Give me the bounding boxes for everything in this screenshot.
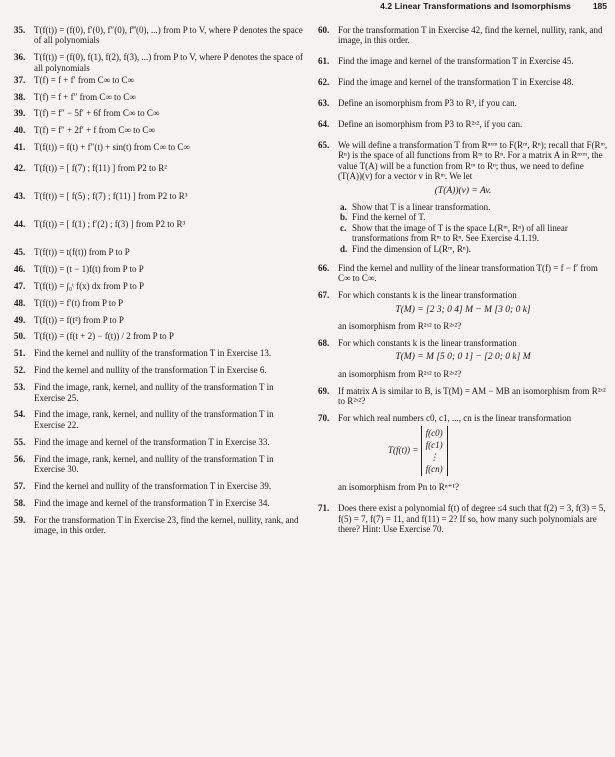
exercise-text: Find the kernel and nullity of the transformation T in Exercise 13. xyxy=(34,348,272,359)
exercise-number: 61. xyxy=(318,56,330,67)
exercise-number: 45. xyxy=(14,246,26,257)
exercise-44 xyxy=(14,219,304,229)
exercise-53 xyxy=(14,382,304,403)
exercise-text: For the transformation T in Exercise 42, find the kernel, nullity, rank, and image, in this order. xyxy=(338,25,603,46)
exercise-text: Define an isomorphism from P3 to R³, if you can. xyxy=(338,98,517,109)
exercise-62 xyxy=(318,77,608,87)
exercise-41 xyxy=(14,142,304,152)
exercise-part xyxy=(340,223,608,244)
exercise-45 xyxy=(14,247,304,257)
exercise-60 xyxy=(318,25,608,46)
part-text: Show that the image of T is the space L(Rᵐ, Rⁿ) of all linear transformations from Rᵐ to Rⁿ. See Exercise 4.1.19. xyxy=(352,222,568,244)
exercise-text: Find the image, rank, kernel, and nullity of the transformation T in Exercise 25. xyxy=(34,382,274,403)
exercise-number: 50. xyxy=(14,331,26,342)
exercise-text: T(f) = f + f″ from C∞ to C∞ xyxy=(34,91,136,102)
exercise-text: Find the image and kernel of the transformation T in Exercise 33. xyxy=(34,436,270,447)
exercise-number: 71. xyxy=(318,503,330,514)
exercise-38 xyxy=(14,92,304,102)
exercise-text: T(f(t)) = f′(t) from P to P xyxy=(34,297,124,308)
exercise-text: For the transformation T in Exercise 23, find the kernel, nullity, rank, and image, in this order. xyxy=(34,514,299,536)
section-title: 4.2 Linear Transformations and Isomorphisms xyxy=(380,1,571,11)
exercise-text: Find the image and kernel of the transformation T in Exercise 45. xyxy=(338,56,574,67)
exercise-65 xyxy=(318,140,608,182)
exercise-35 xyxy=(14,25,304,46)
exercise-text: T(f(t)) = t(f(t)) from P to P xyxy=(34,246,130,257)
exercise-37 xyxy=(14,75,304,85)
exercise-number: 59. xyxy=(14,514,26,525)
exercise-number: 57. xyxy=(14,480,26,491)
exercise-number: 68. xyxy=(318,338,330,349)
exercise-67 xyxy=(318,290,608,300)
exercise-text: T(f(t)) = (f(0), f′(0), f″(0), f‴(0), ...) from P to V, where P denotes the space of all polynomials xyxy=(34,25,303,46)
exercise-number: 60. xyxy=(318,25,330,35)
exercise-text: T(f(t)) = (t − 1)f(t) from P to P xyxy=(34,263,144,274)
exercise-text: We will define a transformation T from Rⁿˣᵐ to F(Rᵐ, Rⁿ); recall that F(Rᵐ, Rⁿ) is the space of all functions from Rᵐ to Rⁿ. For a matrix A in Rⁿˣᵐ, the value T(A) will be a function from Rᵐ to Rⁿ; thus, we need to define (T(A))(v) for a vector v in Rᵐ. We let xyxy=(338,139,608,182)
exercise-text: For which real numbers c0, c1, ..., cn is the linear transformation xyxy=(338,413,572,424)
exercise-text: Find the image and kernel of the transformation T in Exercise 34. xyxy=(34,497,270,508)
exercise-number: 39. xyxy=(14,108,26,119)
exercise-49 xyxy=(14,315,304,325)
exercise-text: Find the image, rank, kernel, and nullity of the transformation T in Exercise 22. xyxy=(34,409,274,430)
exercise-text: T(f(t)) = f(t) + f″(t) + sin(t) from C∞ to C∞ xyxy=(34,142,190,153)
exercise-text: T(f) = f + f′ from C∞ to C∞ xyxy=(34,74,134,85)
part-text: Find the kernel of T. xyxy=(352,212,426,223)
exercise-text: T(f(t)) = [ f(5) ; f(7) ; f(11) ] from P2 to R³ xyxy=(34,191,188,202)
exercise-number: 37. xyxy=(14,74,26,85)
exercise-number: 49. xyxy=(14,314,26,325)
column-vector xyxy=(421,426,448,476)
exercise-50 xyxy=(14,331,304,341)
display-equation: (T(A))(v) = Av. xyxy=(434,185,492,196)
part-label: a. xyxy=(340,201,347,212)
part-label: d. xyxy=(340,243,348,254)
exercise-number: 43. xyxy=(14,191,26,202)
exercise-40 xyxy=(14,125,304,135)
exercise-number: 47. xyxy=(14,280,26,291)
exercise-number: 56. xyxy=(14,453,26,464)
exercise-57 xyxy=(14,481,304,491)
page-number: 185 xyxy=(592,1,607,11)
exercise-part xyxy=(340,202,608,212)
exercise-number: 48. xyxy=(14,297,26,308)
exercise-number: 54. xyxy=(14,409,26,420)
exercise-59 xyxy=(14,515,304,536)
part-text: Find the dimension of L(Rᵐ, Rⁿ). xyxy=(352,243,471,254)
exercise-part xyxy=(340,212,608,222)
exercise-number: 67. xyxy=(318,290,330,301)
part-label: b. xyxy=(340,212,348,223)
vector-entry: f(cn) xyxy=(425,464,443,475)
part-label: c. xyxy=(340,222,347,233)
exercise-text: For which constants k is the linear transformation xyxy=(338,290,517,301)
vector-entry: ⋮ xyxy=(429,452,439,463)
exercise-text: T(f(t)) = [ f(1) ; f′(2) ; f(3) ] from P2 to R³ xyxy=(34,218,186,229)
left-column xyxy=(14,25,304,537)
exercise-number: 70. xyxy=(318,413,330,424)
exercise-text: Define an isomorphism from P3 to R²ˣ², if you can. xyxy=(338,119,523,130)
exercise-number: 66. xyxy=(318,263,330,273)
exercise-47 xyxy=(14,281,304,291)
exercise-number: 55. xyxy=(14,436,26,447)
exercise-text: Find the kernel and nullity of the transformation T in Exercise 39. xyxy=(34,480,272,491)
exercise-number: 64. xyxy=(318,119,330,130)
exercise-number: 38. xyxy=(14,91,26,102)
exercise-68 xyxy=(318,338,608,348)
exercise-number: 53. xyxy=(14,382,26,393)
exercise-56 xyxy=(14,454,304,475)
exercise-number: 41. xyxy=(14,142,26,153)
exercise-text: T(f(t)) = ∫₀ᵗ f(x) dx from P to P xyxy=(34,280,145,291)
exercise-52 xyxy=(14,365,304,375)
exercise-number: 51. xyxy=(14,348,26,359)
exercise-51 xyxy=(14,348,304,358)
exercise-42 xyxy=(14,163,304,173)
exercise-number: 44. xyxy=(14,218,26,229)
exercise-part xyxy=(340,244,608,254)
exercise-39 xyxy=(14,108,304,118)
exercise-69 xyxy=(318,386,608,407)
exercise-68-continuation xyxy=(318,369,608,379)
exercise-text: Find the kernel and nullity of the linear transformation T(f) = f − f′ from C∞ to C∞. xyxy=(338,263,598,284)
exercise-46 xyxy=(14,264,304,274)
exercise-number: 63. xyxy=(318,98,330,109)
exercise-number: 40. xyxy=(14,125,26,136)
exercise-54 xyxy=(14,409,304,430)
exercise-43 xyxy=(14,191,304,201)
exercise-48 xyxy=(14,298,304,308)
exercise-text: Find the image and kernel of the transformation T in Exercise 48. xyxy=(338,77,574,88)
exercise-number: 62. xyxy=(318,77,330,88)
part-text: Show that T is a linear transformation. xyxy=(352,201,491,212)
exercise-70-continuation xyxy=(318,482,608,492)
exercise-number: 35. xyxy=(14,25,26,35)
right-column xyxy=(318,25,608,536)
exercise-text: an isomorphism from R²ˣ² to R²ˣ²? xyxy=(338,368,462,379)
exercise-number: 46. xyxy=(14,263,26,274)
exercise-text: an isomorphism from R²ˣ² to R²ˣ²? xyxy=(338,321,462,332)
exercise-number: 42. xyxy=(14,163,26,174)
exercise-66 xyxy=(318,263,608,284)
exercise-number: 58. xyxy=(14,497,26,508)
vector-entry: f(c0) xyxy=(425,428,443,439)
display-equation xyxy=(388,426,608,476)
exercise-text: T(f(t)) = [ f(7) ; f(11) ] from P2 to R² xyxy=(34,163,167,174)
display-equation: T(M) = [2 3; 0 4] M − M [3 0; 0 k] xyxy=(395,304,531,315)
exercise-text: For which constants k is the linear transformation xyxy=(338,338,517,349)
exercise-63 xyxy=(318,98,608,108)
exercise-number: 69. xyxy=(318,385,330,396)
exercise-67-continuation xyxy=(318,321,608,331)
exercise-number: 52. xyxy=(14,365,26,376)
exercise-text: an isomorphism from Pn to Rⁿ⁺¹? xyxy=(338,482,460,493)
exercise-61 xyxy=(318,56,608,66)
exercise-64 xyxy=(318,119,608,129)
exercise-text: T(f(t)) = (f(t + 2) − f(t)) / 2 from P to P xyxy=(34,331,174,342)
exercise-text: Does there exist a polynomial f(t) of degree ≤4 such that f(2) = 3, f(3) = 5, f(5) = 7, f(7) = 11, and f(11) = 2? If so, how many such polynomials are there? Hint: Use Exercise 70. xyxy=(338,503,606,535)
exercise-number: 36. xyxy=(14,52,26,63)
exercise-71 xyxy=(318,503,608,534)
exercise-58 xyxy=(14,498,304,508)
display-equation: T(M) = M [5 0; 0 1] − [2 0; 0 k] M xyxy=(395,352,531,363)
exercise-55 xyxy=(14,437,304,447)
equation-lhs: T(f(t)) = xyxy=(388,445,419,456)
exercise-text: T(f) = f″ + 2f′ + f from C∞ to C∞ xyxy=(34,125,155,136)
exercise-text: T(f(t)) = f(t²) from P to P xyxy=(34,314,124,325)
exercise-text: Find the image, rank, kernel, and nullity of the transformation T in Exercise 30. xyxy=(34,453,274,475)
exercise-text: Find the kernel and nullity of the transformation T in Exercise 6. xyxy=(34,365,267,376)
running-header xyxy=(0,0,615,15)
exercise-text: T(f) = f″ − 5f′ + 6f from C∞ to C∞ xyxy=(34,108,160,119)
exercise-number: 65. xyxy=(318,139,330,150)
exercise-70 xyxy=(318,413,608,423)
exercise-text: T(f(t)) = (f(0), f(1), f(2), f(3), ...) from P to V, where P denotes the space of all polynomials xyxy=(34,52,303,73)
exercise-36 xyxy=(14,52,304,73)
vector-entry: f(c1) xyxy=(425,440,443,451)
exercise-text: If matrix A is similar to B, is T(M) = AM − MB an isomorphism from R²ˣ² to R²ˣ²? xyxy=(338,385,606,407)
